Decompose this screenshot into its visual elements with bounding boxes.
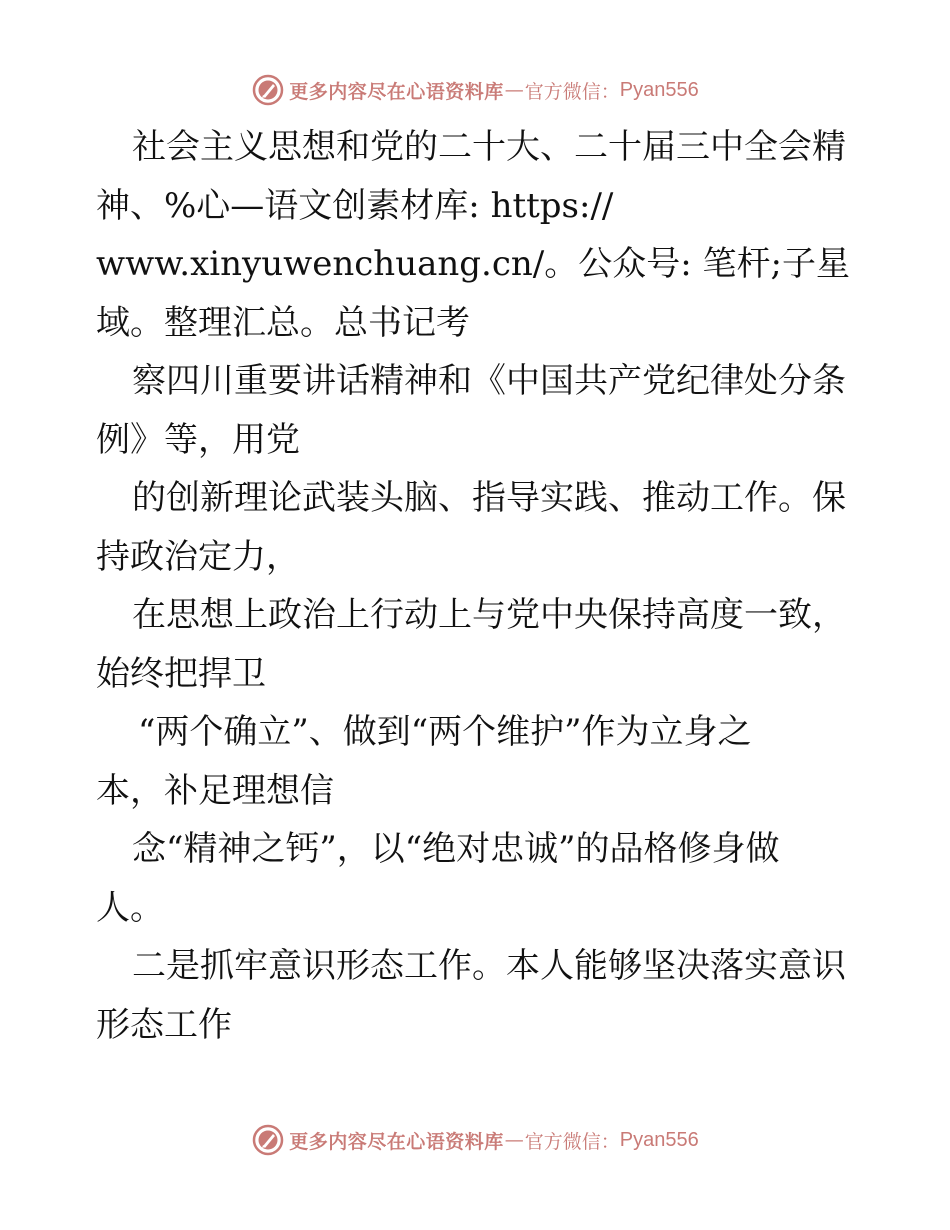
footer-wechat-label: 官方微信： <box>524 1130 620 1153</box>
body-line: 二是抓牢意识形态工作。本人能够坚决落实意识 <box>132 946 846 986</box>
body-line: 例》等，用党 <box>96 419 300 460</box>
body-line: 神、%心—语文创素材库: https:// <box>96 185 614 226</box>
body-text <box>96 118 856 1054</box>
body-line: 本，补足理想信 <box>96 770 334 811</box>
pen-logo-icon <box>251 1123 285 1157</box>
footer-banner <box>0 1120 950 1160</box>
body-line: 社会主义思想和党的二十大、二十届三中全会精 <box>132 127 846 167</box>
header-banner <box>0 70 950 110</box>
body-line: 持政治定力， <box>96 536 300 577</box>
body-line: 形态工作 <box>96 1004 232 1045</box>
body-line: 域。整理汇总。总书记考 <box>96 302 470 343</box>
footer-slogan: 更多内容尽在心语资料库 <box>289 1130 504 1153</box>
footer-wechat-id: Pyan556 <box>619 1128 699 1151</box>
pen-logo-icon <box>251 73 285 107</box>
body-line: 人。 <box>96 887 164 928</box>
header-wechat-id: Pyan556 <box>619 78 699 101</box>
body-line: 念“精神之钙”，以“绝对忠诚”的品格修身做 <box>132 829 780 869</box>
footer-separator: — <box>504 1129 524 1151</box>
body-line: 的创新理论武装头脑、指导实践、推动工作。保 <box>132 478 846 518</box>
header-wechat-label: 官方微信： <box>524 80 620 103</box>
header-slogan: 更多内容尽在心语资料库 <box>289 80 504 103</box>
body-line: “两个确立”、做到“两个维护”作为立身之 <box>138 712 752 752</box>
body-line: 察四川重要讲话精神和《中国共产党纪律处分条 <box>132 361 846 401</box>
body-line: 始终把捍卫 <box>96 653 266 694</box>
body-line: 在思想上政治上行动上与党中央保持高度一致， <box>132 595 846 635</box>
header-separator: — <box>504 79 524 101</box>
body-line: www.xinyuwenchuang.cn/。公众号: 笔杆;子星 <box>96 244 850 284</box>
